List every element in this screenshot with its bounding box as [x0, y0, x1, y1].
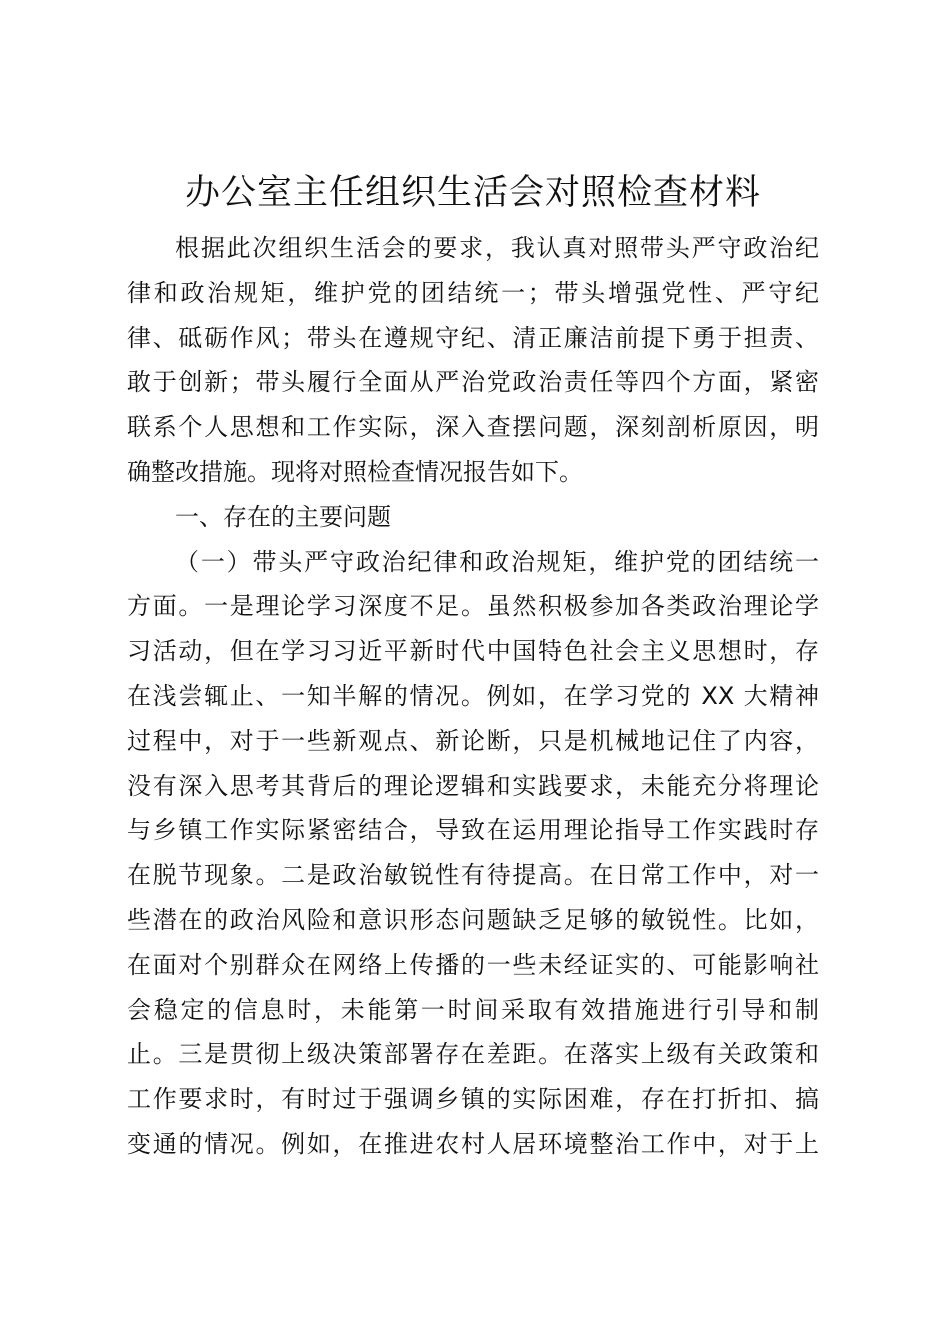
- text-line: 方面。一是理论学习深度不足。虽然积极参加各类政治理论学: [127, 592, 819, 621]
- text-line: 些潜在的政治风险和意识形态问题缺乏足够的敏锐性。比如，: [127, 905, 819, 934]
- text-line: 会稳定的信息时，未能第一时间采取有效措施进行引导和制: [127, 995, 819, 1024]
- text-line: 没有深入思考其背后的理论逻辑和实践要求，未能充分将理论: [127, 771, 819, 800]
- text-line: 律和政治规矩，维护党的团结统一；带头增强党性、严守纪: [127, 278, 819, 307]
- document-content: [127, 160, 819, 1167]
- text-line: 在脱节现象。二是政治敏锐性有待提高。在日常工作中，对一: [127, 861, 819, 890]
- text-line: 联系个人思想和工作实际，深入查摆问题，深刻剖析原因，明: [127, 413, 819, 442]
- text-line: 在浅尝辄止、一知半解的情况。例如，在学习党的 XX 大精神: [127, 681, 819, 710]
- text-line: 根据此次组织生活会的要求，我认真对照带头严守政治纪: [175, 234, 819, 262]
- text-line: 确整改措施。现将对照检查情况报告如下。: [127, 457, 583, 486]
- text-line: 习活动，但在学习习近平新时代中国特色社会主义思想时，存: [127, 637, 819, 666]
- text-line: 在面对个别群众在网络上传播的一些未经证实的、可能影响社: [127, 950, 819, 979]
- text-line: 过程中，对于一些新观点、新论断，只是机械地记住了内容，: [127, 726, 819, 755]
- section-heading: 一、存在的主要问题: [175, 502, 391, 531]
- text-line: （一）带头严守政治纪律和政治规矩，维护党的团结统一: [175, 547, 819, 576]
- text-line: 敢于创新；带头履行全面从严治党政治责任等四个方面，紧密: [127, 368, 819, 397]
- text-line: 与乡镇工作实际紧密结合，导致在运用理论指导工作实践时存: [127, 816, 819, 845]
- intro-paragraph: [127, 226, 819, 495]
- body-paragraph: [127, 540, 819, 1167]
- text-line: 律、砥砺作风；带头在遵规守纪、清正廉洁前提下勇于担责、: [127, 323, 819, 352]
- text-line: 止。三是贯彻上级决策部署存在差距。在落实上级有关政策和: [127, 1040, 819, 1069]
- text-line: 工作要求时，有时过于强调乡镇的实际困难，存在打折扣、搞: [127, 1085, 819, 1114]
- document-title: 办公室主任组织生活会对照检查材料: [184, 173, 761, 213]
- text-line: 变通的情况。例如，在推进农村人居环境整治工作中，对于上: [127, 1129, 819, 1158]
